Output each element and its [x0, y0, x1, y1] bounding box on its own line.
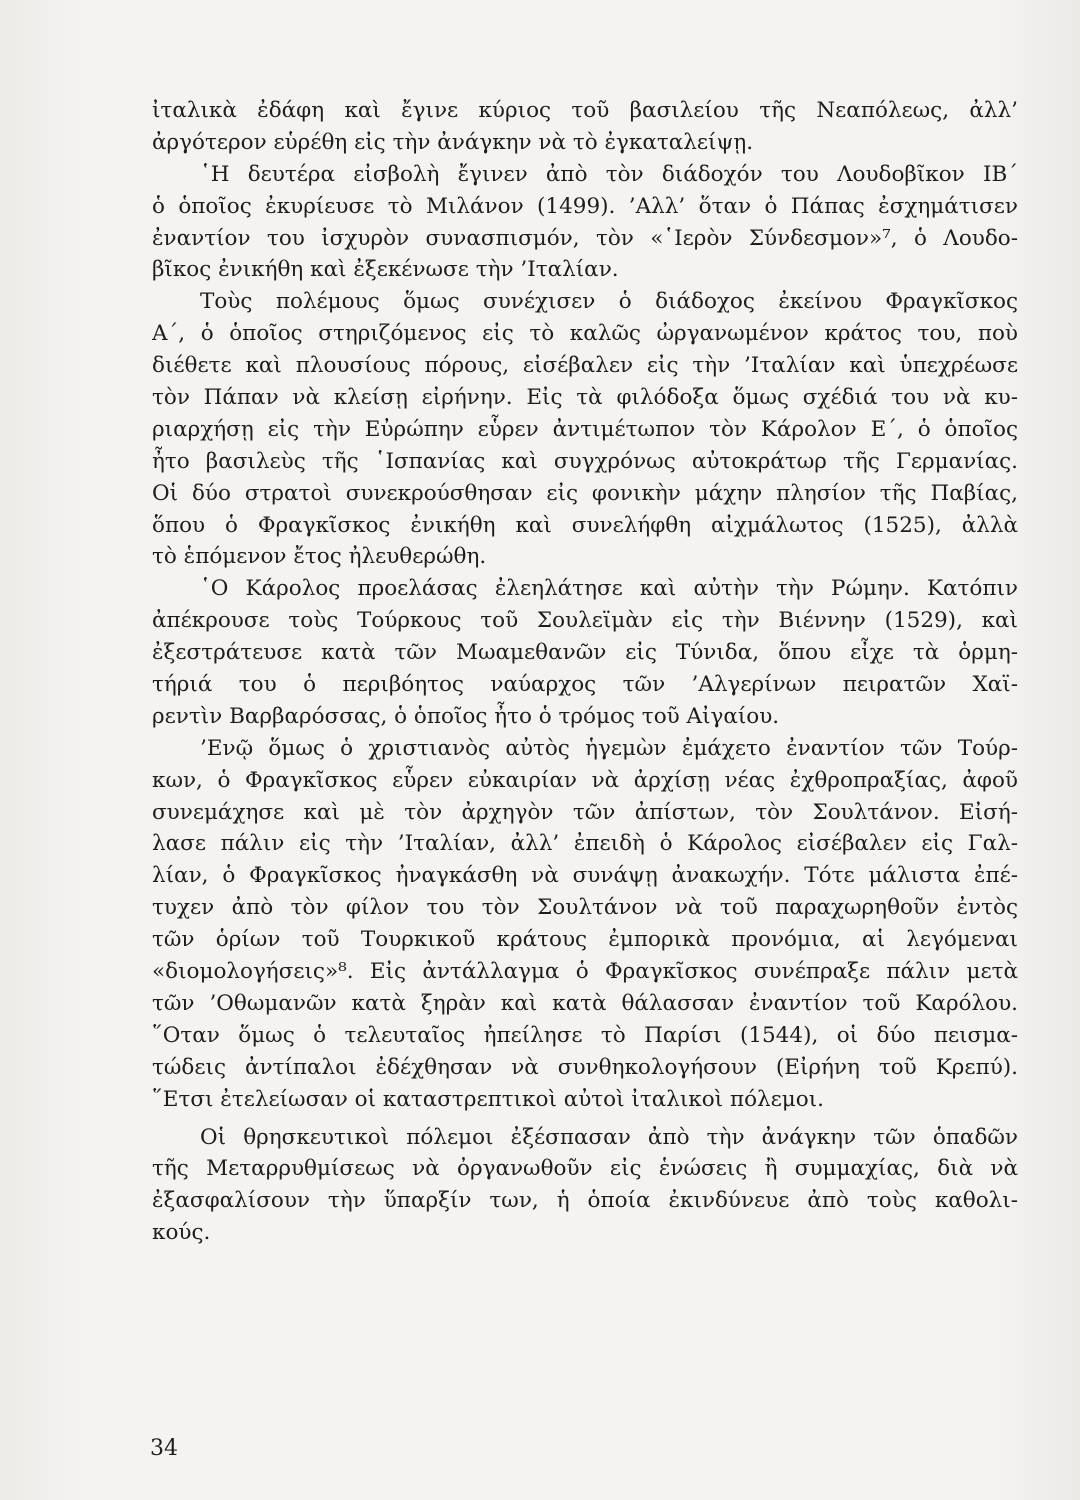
- text-line: τῶν ὁρίων τοῦ Τουρκικοῦ κράτους ἐμπορικὰ προνόμια, αἱ λεγόμεναι: [152, 927, 1018, 953]
- text-line: κων, ὁ Φραγκῖσκος εὗρεν εὐκαιρίαν νὰ ἀρχίσῃ νέας ἐχθροπραξίας, ἀφοῦ: [152, 767, 1018, 793]
- text-line: ὅπου ὁ Φραγκῖσκος ἐνικήθη καὶ συνελήφθη αἰχμάλωτος (1525), ἀλλὰ: [152, 512, 1018, 538]
- text-line: ἐξεστράτευσε κατὰ τῶν Μωαμεθανῶν εἰς Τύνιδα, ὅπου εἶχε τὰ ὁρμη-: [152, 640, 1018, 666]
- text-line: ἰταλικὰ ἐδάφη καὶ ἔγινε κύριος τοῦ βασιλείου τῆς Νεαπόλεως, ἀλλ’: [152, 98, 1018, 123]
- text-line: τήριά του ὁ περιβόητος ναύαρχος τῶν ’Αλγερίνων πειρατῶν Χαϊ-: [152, 672, 1018, 698]
- text-line: τῆς Μεταρρυθμίσεως νὰ ὀργανωθοῦν εἰς ἑνώσεις ἢ συμμαχίας, διὰ νὰ: [152, 1156, 1018, 1182]
- text-line: ὁ ὁποῖος ἐκυρίευσε τὸ Μιλάνον (1499). ’Αλλ’ ὅταν ὁ Πάπας ἐσχημάτισεν: [152, 193, 1018, 219]
- text-line: κούς.: [152, 1220, 211, 1246]
- text-line: Α΄, ὁ ὁποῖος στηριζόμενος εἰς τὸ καλῶς ὠργανωμένον κράτος του, ποὺ: [152, 321, 1018, 347]
- text-line: ριαρχήσῃ εἰς τὴν Εὐρώπην εὗρεν ἀντιμέτωπον τὸν Κάρολον Ε΄, ὁ ὁποῖος: [152, 416, 1018, 442]
- text-line: ῾Η δευτέρα εἰσβολὴ ἔγινεν ἀπὸ τὸν διάδοχόν του Λουδοβῖκον ΙΒ΄: [200, 161, 1018, 187]
- text-line: Οἱ δύο στρατοὶ συνεκρούσθησαν εἰς φονικὴν μάχην πλησίον τῆς Παβίας,: [152, 480, 1018, 506]
- text-line: λασε πάλιν εἰς τὴν ’Ιταλίαν, ἀλλ’ ἐπειδὴ ὁ Κάρολος εἰσέβαλεν εἰς Γαλ-: [152, 831, 1018, 857]
- text-line: τῶν ’Οθωμανῶν κατὰ ξηρὰν καὶ κατὰ θάλασσαν ἐναντίον τοῦ Καρόλου.: [152, 990, 1018, 1016]
- text-line: συνεμάχησε καὶ μὲ τὸν ἀρχηγὸν τῶν ἀπίστων, τὸν Σουλτάνον. Εἰσή-: [152, 799, 1018, 825]
- text-line: τυχεν ἀπὸ τὸν φίλον του τὸν Σουλτάνον νὰ τοῦ παραχωρηθοῦν ἐντὸς: [152, 895, 1018, 921]
- text-line: ῾Ο Κάρολος προελάσας ἐλεηλάτησε καὶ αὐτὴν τὴν Ρώμην. Κατόπιν: [200, 576, 1018, 602]
- text-line: Τοὺς πολέμους ὅμως συνέχισεν ὁ διάδοχος ἐκείνου Φραγκῖσκος: [200, 289, 1018, 315]
- text-line: ῞Οταν ὅμως ὁ τελευταῖος ἠπείλησε τὸ Παρίσι (1544), οἱ δύο πεισμα-: [152, 1022, 1018, 1048]
- text-line: λίαν, ὁ Φραγκῖσκος ἠναγκάσθη νὰ συνάψῃ ἀνακωχήν. Τότε μάλιστα ἐπέ-: [152, 863, 1018, 889]
- text-line: ’Ενῷ ὅμως ὁ χριστιανὸς αὐτὸς ἡγεμὼν ἐμάχετο ἐναντίον τῶν Τούρ-: [200, 735, 1018, 761]
- text-line: τώδεις ἀντίπαλοι ἐδέχθησαν νὰ συνθηκολογήσουν (Εἰρήνη τοῦ Κρεπύ).: [152, 1054, 1018, 1080]
- text-line: ἐξασφαλίσουν τὴν ὕπαρξίν των, ἡ ὁποία ἐκινδύνευε ἀπὸ τοὺς καθολι-: [152, 1188, 1018, 1214]
- text-line: τὸν Πάπαν νὰ κλείσῃ εἰρήνην. Εἰς τὰ φιλόδοξα ὅμως σχέδιά του νὰ κυ-: [152, 385, 1018, 411]
- text-line: ἀπέκρουσε τοὺς Τούρκους τοῦ Σουλεϊμὰν εἰς τὴν Βιέννην (1529), καὶ: [152, 608, 1018, 634]
- text-line: Οἱ θρησκευτικοὶ πόλεμοι ἐξέσπασαν ἀπὸ τὴν ἀνάγκην τῶν ὁπαδῶν: [200, 1124, 1018, 1150]
- text-line: τὸ ἑπόμενον ἔτος ἠλευθερώθη.: [152, 544, 487, 570]
- text-line: διέθετε καὶ πλουσίους πόρους, εἰσέβαλεν εἰς τὴν ’Ιταλίαν καὶ ὑπεχρέωσε: [152, 353, 1018, 379]
- text-line: ῞Ετσι ἐτελείωσαν οἱ καταστρεπτικοὶ αὐτοὶ ἰταλικοὶ πόλεμοι.: [152, 1086, 824, 1112]
- text-line: ἐναντίον του ἰσχυρὸν συνασπισμόν, τὸν «῾Ιερὸν Σύνδεσμον»⁷, ὁ Λουδο-: [152, 225, 1018, 251]
- page-number: 34: [150, 1436, 178, 1461]
- text-line: ἦτο βασιλεὺς τῆς ῾Ισπανίας καὶ συγχρόνως αὐτοκράτωρ τῆς Γερμανίας.: [152, 448, 1018, 474]
- text-line: ρεντὶν Βαρβαρόσσας, ὁ ὁποῖος ἦτο ὁ τρόμος τοῦ Αἰγαίου.: [152, 703, 780, 729]
- text-line: «διομολογήσεις»⁸. Εἰς ἀντάλλαγμα ὁ Φραγκῖσκος συνέπραξε πάλιν μετὰ: [152, 959, 1018, 985]
- text-line: ἀργότερον εὑρέθη εἰς τὴν ἀνάγκην νὰ τὸ ἐγκαταλείψῃ.: [152, 129, 754, 155]
- text-line: βῖκος ἐνικήθη καὶ ἐξεκένωσε τὴν ’Ιταλίαν.: [152, 257, 619, 283]
- body-text: [152, 95, 1018, 1249]
